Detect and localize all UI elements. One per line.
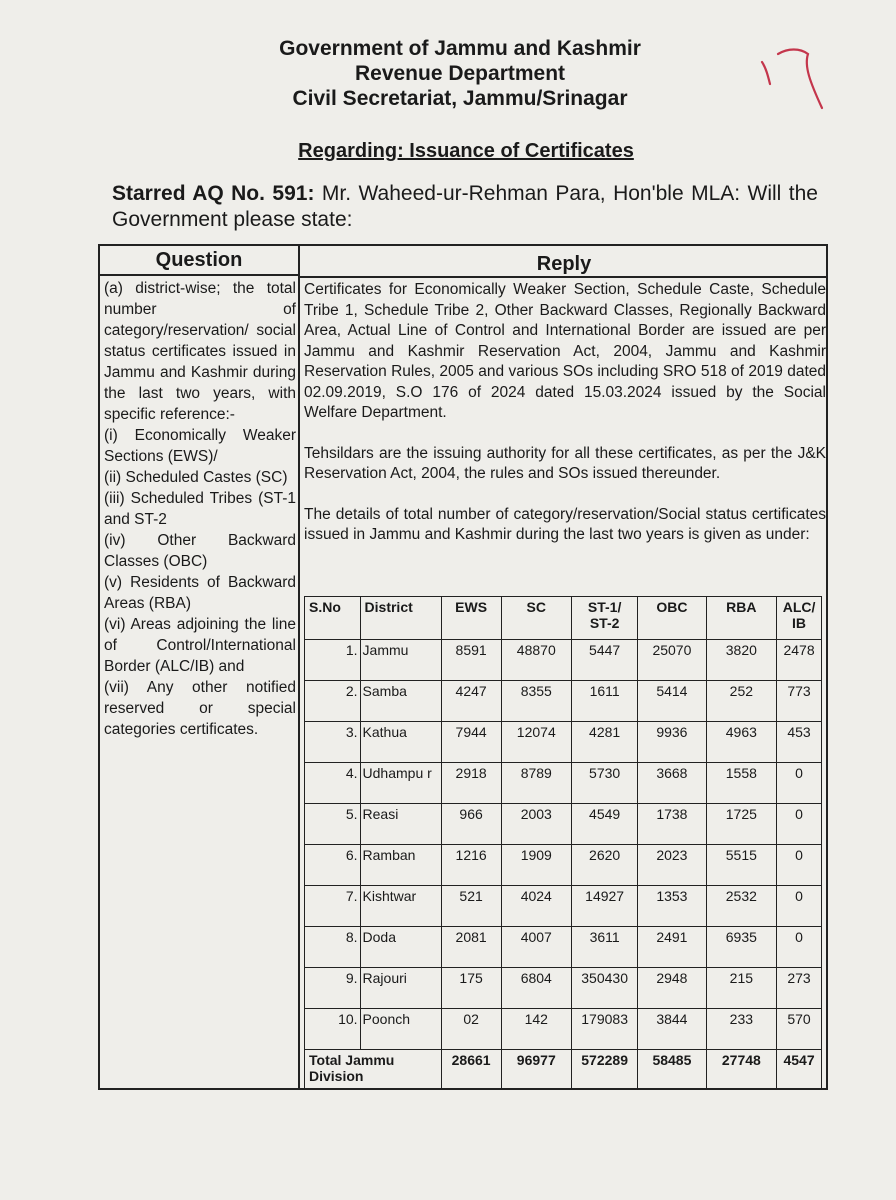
question-item: (iv) Other Backward Classes (OBC) xyxy=(104,532,296,570)
table-cell: 4247 xyxy=(441,681,501,722)
subject-heading: Regarding: Issuance of Certificates xyxy=(298,140,634,162)
district-name: Rajouri xyxy=(360,968,441,1009)
table-cell: 6804 xyxy=(501,968,572,1009)
table-cell: 2948 xyxy=(638,968,706,1009)
table-cell: 572289 xyxy=(572,1050,638,1089)
table-cell: 2532 xyxy=(706,886,777,927)
question-item: (vi) Areas adjoining the line of Control/International Border (ALC/IB) and xyxy=(104,616,296,675)
table-cell: 215 xyxy=(706,968,777,1009)
table-cell: 9936 xyxy=(638,722,706,763)
column-header: RBA xyxy=(706,597,777,640)
table-cell: 273 xyxy=(777,968,822,1009)
table-cell: 25070 xyxy=(638,640,706,681)
table-cell: 4963 xyxy=(706,722,777,763)
certificates-table xyxy=(304,596,822,1089)
question-item: (ii) Scheduled Castes (SC) xyxy=(104,469,288,486)
serial-number: 6. xyxy=(305,845,361,886)
question-item: (i) Economically Weaker Sections (EWS)/ xyxy=(104,427,296,465)
table-cell: 2081 xyxy=(441,927,501,968)
table-cell: 773 xyxy=(777,681,822,722)
table-cell: 3844 xyxy=(638,1009,706,1050)
column-header: ALC/ IB xyxy=(777,597,822,640)
table-cell: 0 xyxy=(777,886,822,927)
table-cell: 966 xyxy=(441,804,501,845)
district-name: Udhampu r xyxy=(360,763,441,804)
table-cell: 27748 xyxy=(706,1050,777,1089)
table-cell: 5730 xyxy=(572,763,638,804)
table-cell: 96977 xyxy=(501,1050,572,1089)
district-name: Reasi xyxy=(360,804,441,845)
table-row xyxy=(305,763,822,804)
reply-text xyxy=(304,280,826,546)
table-cell: 175 xyxy=(441,968,501,1009)
column-header: EWS xyxy=(441,597,501,640)
question-text xyxy=(104,278,296,740)
reply-paragraph: Certificates for Economically Weaker Section, Schedule Caste, Schedule Tribe 1, Schedule Tribe 2, Other Backward Classes, Regionally Backward Area, Actual Line of Control and International Border are issued are per Jammu and Kashmir Reservation Act, 2004, Jammu and Kashmir Reservation Rules, 2005 and various SOs including SRO 518 of 2019 dated 02.09.2019, S.O 176 of 2024 dated 15.03.2024 issued by the Social Welfare Department. xyxy=(304,281,826,421)
table-row xyxy=(305,640,822,681)
table-cell: 1738 xyxy=(638,804,706,845)
table-cell: 2491 xyxy=(638,927,706,968)
table-cell: 142 xyxy=(501,1009,572,1050)
header-department: Revenue Department xyxy=(354,62,566,85)
header-secretariat: Civil Secretariat, Jammu/Srinagar xyxy=(292,87,628,110)
table-row xyxy=(305,927,822,968)
serial-number: 7. xyxy=(305,886,361,927)
table-cell: 1353 xyxy=(638,886,706,927)
table-cell: 2003 xyxy=(501,804,572,845)
table-cell: 453 xyxy=(777,722,822,763)
serial-number: 4. xyxy=(305,763,361,804)
table-row xyxy=(305,968,822,1009)
serial-number: 10. xyxy=(305,1009,361,1050)
table-cell: 8789 xyxy=(501,763,572,804)
table-row xyxy=(305,886,822,927)
total-label: Total Jammu Division xyxy=(305,1050,442,1089)
table-cell: 8591 xyxy=(441,640,501,681)
column-header: OBC xyxy=(638,597,706,640)
table-cell: 1611 xyxy=(572,681,638,722)
table-row xyxy=(305,681,822,722)
column-header: ST-1/ ST-2 xyxy=(572,597,638,640)
district-name: Kishtwar xyxy=(360,886,441,927)
serial-number: 5. xyxy=(305,804,361,845)
table-cell: 14927 xyxy=(572,886,638,927)
table-cell: 3611 xyxy=(572,927,638,968)
serial-number: 9. xyxy=(305,968,361,1009)
aq-label: Starred AQ No. 591: xyxy=(112,182,315,205)
table-cell: 570 xyxy=(777,1009,822,1050)
column-header: District xyxy=(360,597,441,640)
table-cell: 1909 xyxy=(501,845,572,886)
table-cell: 252 xyxy=(706,681,777,722)
question-item: (v) Residents of Backward Areas (RBA) xyxy=(104,574,296,612)
table-cell: 350430 xyxy=(572,968,638,1009)
serial-number: 1. xyxy=(305,640,361,681)
district-name: Poonch xyxy=(360,1009,441,1050)
column-header: SC xyxy=(501,597,572,640)
table-body xyxy=(305,640,822,1050)
table-cell: 0 xyxy=(777,763,822,804)
table-cell: 58485 xyxy=(638,1050,706,1089)
table-row xyxy=(305,845,822,886)
district-name: Jammu xyxy=(360,640,441,681)
table-cell: 3668 xyxy=(638,763,706,804)
district-name: Samba xyxy=(360,681,441,722)
table-row xyxy=(305,1009,822,1050)
table-cell: 1725 xyxy=(706,804,777,845)
table-cell: 3820 xyxy=(706,640,777,681)
district-name: Doda xyxy=(360,927,441,968)
assembly-question-intro xyxy=(112,181,818,233)
question-item: (a) district-wise; the total number of category/reservation/ social status certificates issued in Jammu and Kashmir during the last two years, with specific reference:- xyxy=(104,280,296,423)
table-cell: 5515 xyxy=(706,845,777,886)
table-cell: 1558 xyxy=(706,763,777,804)
table-cell: 0 xyxy=(777,927,822,968)
table-total-row xyxy=(305,1050,822,1089)
table-header-row xyxy=(305,597,822,640)
column-header: S.No xyxy=(305,597,361,640)
table-cell: 4547 xyxy=(777,1050,822,1089)
table-cell: 7944 xyxy=(441,722,501,763)
aq-text: Mr. Waheed-ur-Rehman Para, Hon'ble MLA: Will the Government please state: xyxy=(112,182,818,231)
table-row xyxy=(305,804,822,845)
table-cell: 4281 xyxy=(572,722,638,763)
table-cell: 6935 xyxy=(706,927,777,968)
reply-paragraph: Tehsildars are the issuing authority for all these certificates, as per the J&K Reservation Act, 2004, the rules and SOs issued thereunder. xyxy=(304,444,826,482)
reply-heading: Reply xyxy=(300,246,828,278)
district-name: Kathua xyxy=(360,722,441,763)
column-divider xyxy=(298,246,300,1088)
table-cell: 0 xyxy=(777,845,822,886)
header-government: Government of Jammu and Kashmir xyxy=(279,37,641,60)
table-cell: 4007 xyxy=(501,927,572,968)
reply-paragraph: The details of total number of category/reservation/Social status certificates issued in Jammu and Kashmir during the last two years is given as under: xyxy=(304,505,826,543)
question-item: (iii) Scheduled Tribes (ST-1 and ST-2 xyxy=(104,490,296,528)
table-cell: 1216 xyxy=(441,845,501,886)
table-cell: 233 xyxy=(706,1009,777,1050)
district-name: Ramban xyxy=(360,845,441,886)
table-cell: 2620 xyxy=(572,845,638,886)
table-cell: 48870 xyxy=(501,640,572,681)
table-cell: 5447 xyxy=(572,640,638,681)
table-cell: 5414 xyxy=(638,681,706,722)
table-cell: 02 xyxy=(441,1009,501,1050)
table-cell: 28661 xyxy=(441,1050,501,1089)
table-cell: 8355 xyxy=(501,681,572,722)
table-row xyxy=(305,722,822,763)
table-cell: 4024 xyxy=(501,886,572,927)
question-item: (vii) Any other notified reserved or special categories certificates. xyxy=(104,679,296,738)
table-cell: 4549 xyxy=(572,804,638,845)
table-cell: 2023 xyxy=(638,845,706,886)
serial-number: 3. xyxy=(305,722,361,763)
serial-number: 8. xyxy=(305,927,361,968)
serial-number: 2. xyxy=(305,681,361,722)
table-cell: 12074 xyxy=(501,722,572,763)
table-cell: 0 xyxy=(777,804,822,845)
table-cell: 2918 xyxy=(441,763,501,804)
handwritten-folio-number xyxy=(758,42,828,122)
question-heading: Question xyxy=(100,246,298,276)
table-cell: 521 xyxy=(441,886,501,927)
table-cell: 2478 xyxy=(777,640,822,681)
table-cell: 179083 xyxy=(572,1009,638,1050)
